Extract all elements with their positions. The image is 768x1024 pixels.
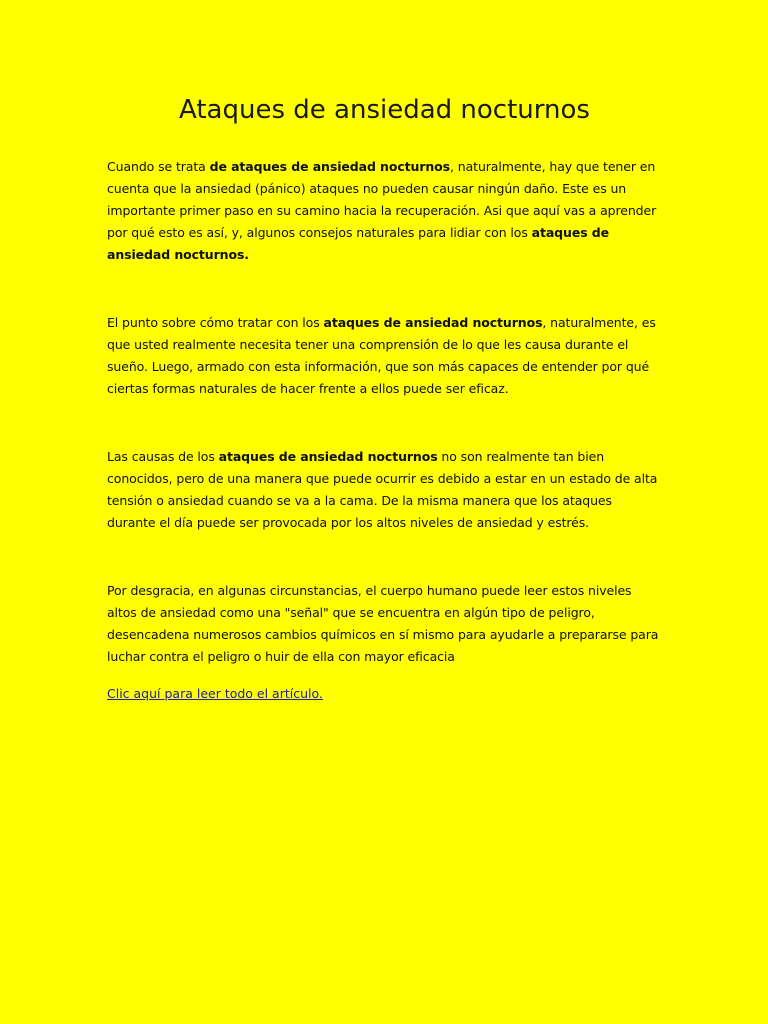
paragraph-2 (107, 312, 662, 400)
paragraph-1-text-b: , naturalmente, hay que tener en cuenta que la ansiedad (pánico) ataques no pueden causar ningún daño. Este es un importante primer paso en su camino hacia la recuperación. Asi que aquí vas a aprender por qué esto es así, y, algunos consejos naturales para lidiar con los (107, 159, 657, 240)
paragraph-1-bold-a: de ataques de ansiedad nocturnos (209, 159, 451, 174)
paragraph-4-text-a: Por desgracia, en algunas circunstancias, el cuerpo humano puede leer estos niveles altos de ansiedad como una "señal" que se encuentra en algún tipo de peligro, desencadena numerosos cambios químicos en sí mismo para ayudarle a prepararse para luchar contra el peligro o huir de ella con mayor eficacia (107, 583, 659, 664)
paragraph-1-text-a: Cuando se trata (107, 159, 210, 174)
paragraph-2-bold-a: ataques de ansiedad nocturnos (323, 315, 543, 330)
paragraph-3-text-a: Las causas de los (107, 449, 219, 464)
paragraph-spacer (107, 266, 662, 312)
read-more-link[interactable]: Clic aquí para leer todo el artículo. (107, 686, 323, 701)
document-title: Ataques de ansiedad nocturnos (179, 95, 590, 125)
paragraph-3 (107, 446, 662, 534)
paragraph-spacer (107, 400, 662, 446)
paragraph-spacer (107, 668, 662, 683)
paragraph-1 (107, 156, 662, 266)
paragraph-2-text-a: El punto sobre cómo tratar con los (107, 315, 324, 330)
paragraph-1-bold-b: ataques de ansiedad nocturnos. (107, 225, 610, 262)
paragraph-4 (107, 580, 662, 668)
paragraph-2-text-b: , naturalmente, es que usted realmente necesita tener una comprensión de lo que les causa durante el sueño. Luego, armado con esta información, que son más capaces de entender por qué ciertas formas naturales de hacer frente a ellos puede ser eficaz. (107, 315, 656, 396)
read-more-line (107, 683, 662, 705)
paragraph-3-text-b: no son realmente tan bien conocidos, pero de una manera que puede ocurrir es debido a estar en un estado de alta tensión o ansiedad cuando se va a la cama. De la misma manera que los ataques durante el día puede ser provocada por los altos niveles de ansiedad y estrés. (107, 449, 658, 530)
paragraph-spacer (107, 534, 662, 580)
paragraph-3-bold-a: ataques de ansiedad nocturnos (218, 449, 438, 464)
